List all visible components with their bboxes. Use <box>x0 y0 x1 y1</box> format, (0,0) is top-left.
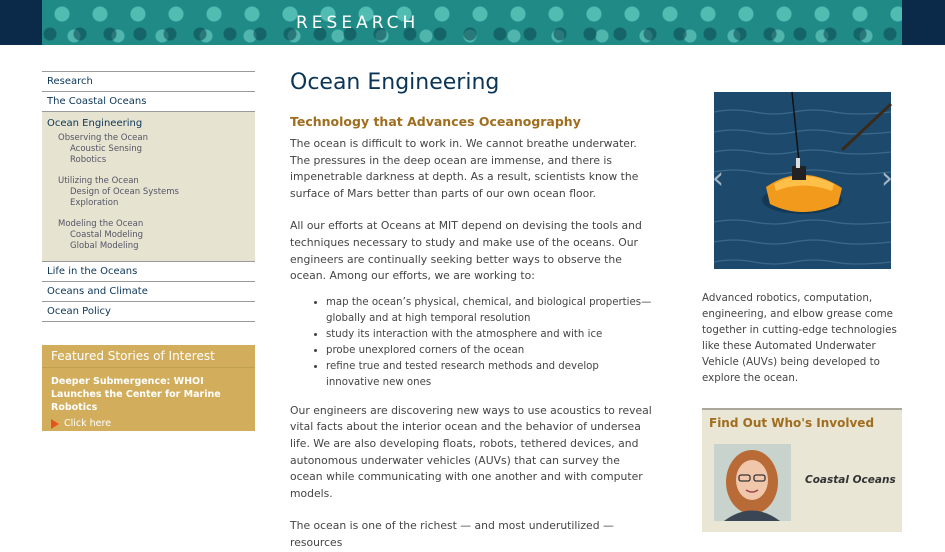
resources-paragraph: The ocean is one of the richest — and most underutilized — resources <box>290 519 614 549</box>
acoustics-paragraph: Our engineers are discovering new ways to use acoustics to reveal vital facts about the interior ocean and the behavior of undersea life. We are also developing floats, robots, tethered devices, and autonomous underwater vehicles (AUVs) that can survey the ocean while communicating with one another and with computer models. <box>290 403 652 500</box>
involved-category-label[interactable]: Coastal Oceans <box>805 474 896 486</box>
main-content <box>290 68 655 552</box>
intro-paragraph: The ocean is difficult to work in. We cannot breathe underwater. The pressures in the deep ocean are immense, and there is impenetrable darkness at depth. As a result, scientists know the surface of Mars better than parts of our own ocean floor. <box>290 137 639 200</box>
play-arrow-icon <box>51 419 59 429</box>
featured-story-link[interactable]: Deeper Submergence: WHOI Launches the Center for Marine Robotics <box>51 376 221 413</box>
sidebar-item-oceans-climate[interactable]: Oceans and Climate <box>42 281 255 301</box>
sidebar-sub-observing[interactable]: Observing the Ocean <box>58 133 148 143</box>
list-item: • map the ocean’s physical, chemical, and biological properties— globally and at high temporal resolution <box>326 295 655 327</box>
sidebar-sub-exploration[interactable]: Exploration <box>70 198 119 208</box>
sidebar-sub-acoustic-sensing[interactable]: Acoustic Sensing <box>70 144 143 154</box>
sidebar-item-ocean-engineering[interactable]: Ocean Engineering <box>47 118 143 129</box>
sidebar-sub-modeling[interactable]: Modeling the Ocean <box>58 219 144 229</box>
efforts-list <box>290 295 655 391</box>
find-involved-box <box>702 408 902 532</box>
section-title: RESEARCH <box>296 13 420 33</box>
page-subtitle: Technology that Advances Oceanography <box>290 114 581 129</box>
sidebar-item-life-in-oceans[interactable]: Life in the Oceans <box>42 261 255 281</box>
person-portrait-image <box>714 444 791 521</box>
sidebar-sub-global-modeling[interactable]: Global Modeling <box>70 241 139 251</box>
sidebar-active-group <box>42 111 255 261</box>
involved-heading: Find Out Who's Involved <box>709 416 875 430</box>
person-photo[interactable] <box>714 444 791 521</box>
list-item: • study its interaction with the atmosphere and with ice <box>326 327 655 343</box>
click-here-link[interactable] <box>42 414 255 433</box>
featured-stories-box <box>42 345 255 431</box>
list-item: • probe unexplored corners of the ocean <box>326 343 655 359</box>
sidebar-sub-utilizing[interactable]: Utilizing the Ocean <box>58 176 139 186</box>
sidebar-item-ocean-policy[interactable]: Ocean Policy <box>42 301 255 321</box>
carousel-prev-button[interactable]: ‹ <box>712 161 724 196</box>
sidebar-sub-coastal-modeling[interactable]: Coastal Modeling <box>70 230 144 240</box>
header-banner-image <box>42 0 902 45</box>
featured-heading: Featured Stories of Interest <box>42 345 255 368</box>
sidebar-sub-design-ocean-systems[interactable]: Design of Ocean Systems <box>70 187 179 197</box>
photo-caption: Advanced robotics, computation, engineering, and elbow grease come together in cutting-edge technologies like these Automated Underwater Vehicle (AUVs) being developed to explore the ocean. <box>702 292 897 384</box>
list-item: • refine true and tested research methods and develop innovative new ones <box>326 359 655 391</box>
page-title: Ocean Engineering <box>290 70 500 95</box>
auv-photo <box>714 92 891 269</box>
sidebar-nav <box>42 71 255 322</box>
click-here-label[interactable]: Click here <box>64 418 112 429</box>
auv-photo-carousel <box>714 92 891 269</box>
sidebar-sub-robotics[interactable]: Robotics <box>70 155 107 165</box>
efforts-paragraph: All our efforts at Oceans at MIT depend on devising the tools and techniques necessary to study and make use of the oceans. Our engineers are continually seeking better ways to observe the ocean. Among our efforts, we are working to: <box>290 219 642 283</box>
carousel-next-button[interactable]: › <box>881 161 893 196</box>
sidebar-item-coastal-oceans[interactable]: The Coastal Oceans <box>42 91 255 111</box>
sidebar-item-research[interactable]: Research <box>42 71 255 91</box>
